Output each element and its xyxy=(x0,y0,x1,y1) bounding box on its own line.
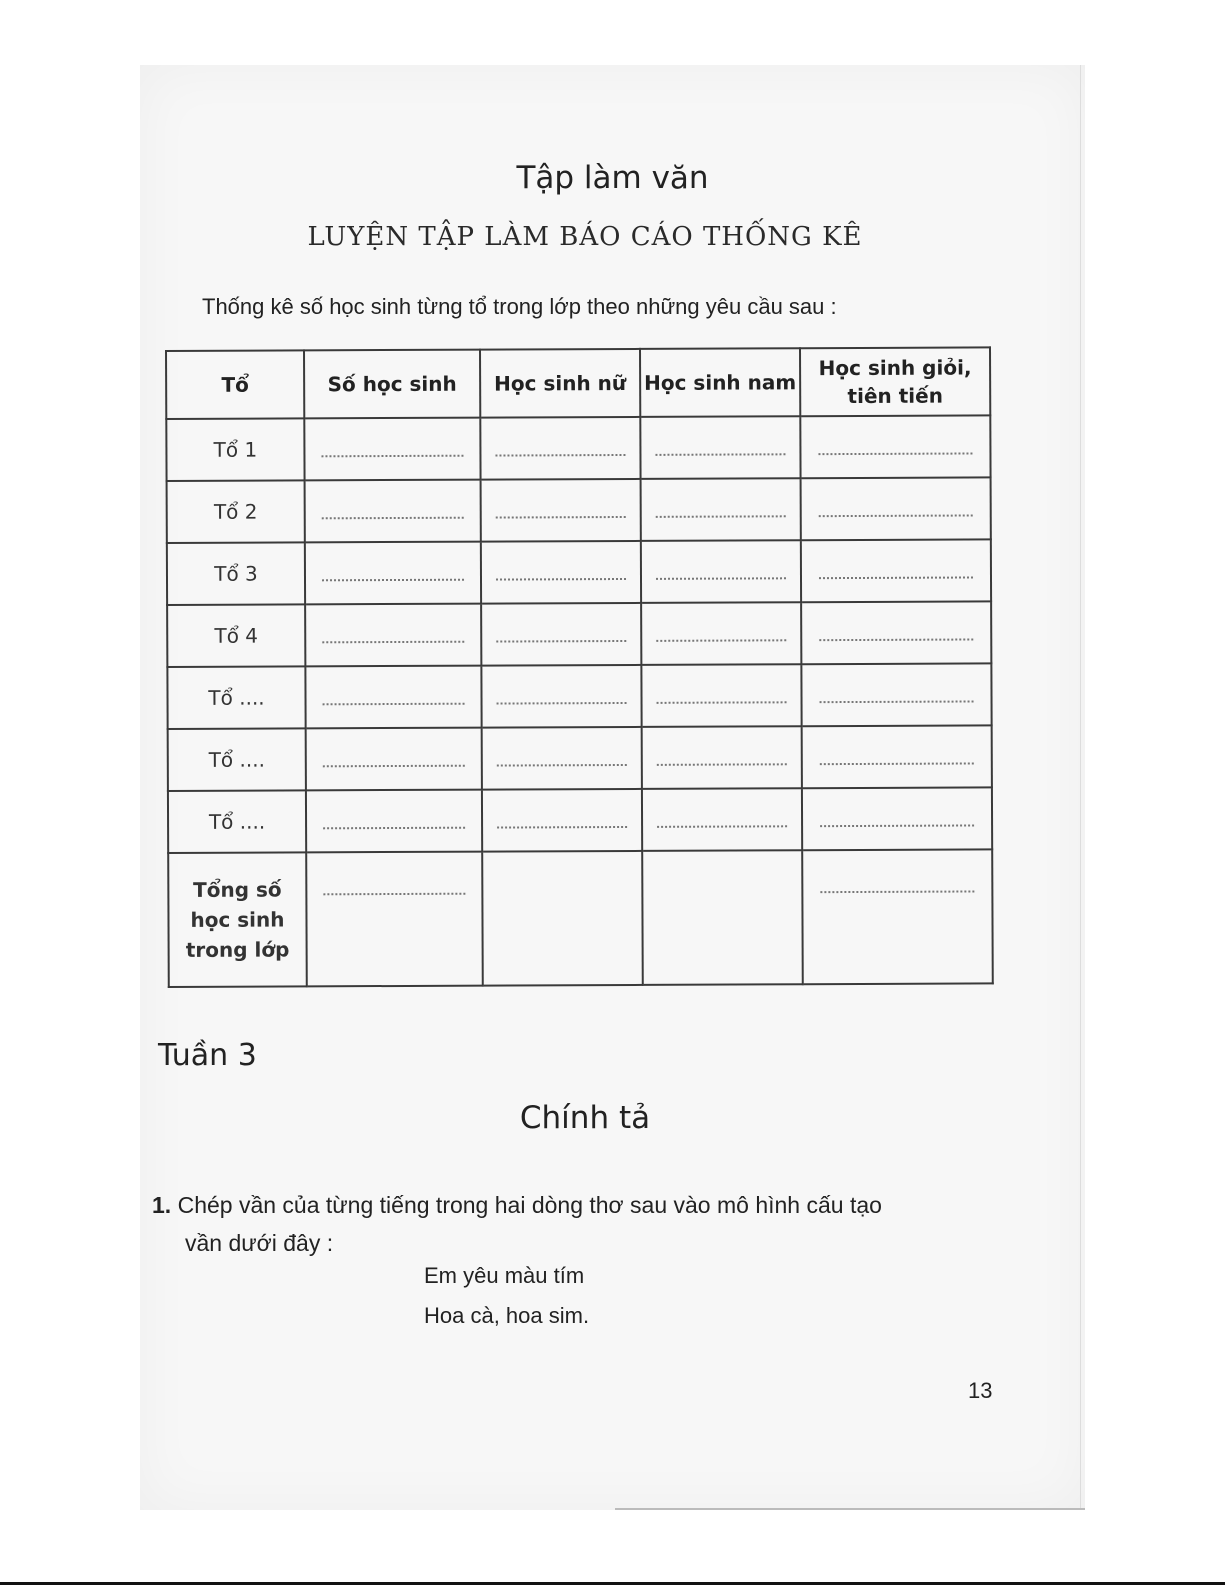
header-excellent-line1: Học sinh giỏi, xyxy=(818,355,972,381)
table-row xyxy=(168,725,992,791)
answer-cell[interactable] xyxy=(801,663,991,726)
answer-cell[interactable] xyxy=(800,415,990,478)
header-student-count: Số học sinh xyxy=(304,350,480,419)
poem-line-2: Hoa cà, hoa sim. xyxy=(424,1303,590,1328)
answer-cell[interactable] xyxy=(641,602,801,665)
section2-title: Chính tả xyxy=(519,1100,651,1136)
answer-cell[interactable] xyxy=(801,477,991,540)
header-male-students: Học sinh nam xyxy=(640,348,800,417)
answer-cell[interactable] xyxy=(802,725,992,788)
section-title: Tập làm văn xyxy=(516,160,709,196)
answer-cell[interactable] xyxy=(801,601,991,664)
answer-cell[interactable] xyxy=(305,604,481,667)
table-row xyxy=(167,477,991,543)
row-label: Tổ .... xyxy=(168,728,306,791)
answer-cell[interactable] xyxy=(642,788,802,851)
row-label: Tổ 4 xyxy=(167,604,305,667)
answer-cell[interactable] xyxy=(306,728,482,791)
answer-cell[interactable] xyxy=(481,479,641,542)
answer-cell[interactable] xyxy=(306,852,483,987)
answer-cell[interactable] xyxy=(305,480,481,543)
page-number: 13 xyxy=(968,1378,993,1403)
exercise-text: Chép vần của từng tiếng trong hai dòng thơ sau vào mô hình cấu tạo xyxy=(177,1192,882,1218)
answer-cell[interactable] xyxy=(480,417,640,480)
header-excellent-line2: tiên tiến xyxy=(847,383,943,409)
table-row xyxy=(166,415,990,481)
header-excellent-students xyxy=(800,347,990,416)
table-header-row xyxy=(166,347,990,419)
row-label: Tổ 2 xyxy=(167,480,305,543)
table-row xyxy=(167,601,991,667)
answer-cell[interactable] xyxy=(306,790,482,853)
header-group: Tổ xyxy=(166,350,304,419)
table-total-row xyxy=(168,849,993,987)
answer-cell[interactable] xyxy=(482,789,642,852)
table-row xyxy=(167,663,991,729)
lesson-heading: LUYỆN TẬP LÀM BÁO CÁO THỐNG KÊ xyxy=(307,222,863,252)
answer-cell[interactable] xyxy=(305,666,481,729)
answer-cell[interactable] xyxy=(802,849,993,984)
row-label: Tổ 1 xyxy=(166,418,304,481)
row-label: Tổ .... xyxy=(167,666,305,729)
answer-cell[interactable] xyxy=(305,542,481,605)
answer-cell[interactable] xyxy=(482,851,643,986)
total-label xyxy=(168,852,307,987)
row-label: Tổ 3 xyxy=(167,542,305,605)
answer-cell[interactable] xyxy=(641,478,801,541)
total-label-line1: Tổng số xyxy=(193,877,282,902)
answer-cell[interactable] xyxy=(641,664,801,727)
answer-cell[interactable] xyxy=(640,416,800,479)
intro-text: Thống kê số học sinh từng tổ trong lớp theo những yêu cầu sau : xyxy=(202,294,837,319)
answer-cell[interactable] xyxy=(481,603,641,666)
header-female-students: Học sinh nữ xyxy=(480,349,640,418)
answer-cell[interactable] xyxy=(802,787,992,850)
week-title: Tuần 3 xyxy=(158,1038,257,1073)
answer-cell[interactable] xyxy=(481,665,641,728)
table-row xyxy=(167,539,991,605)
exercise-line-2: vần dưới đây : xyxy=(185,1230,334,1256)
table-row xyxy=(168,787,992,853)
answer-cell[interactable] xyxy=(482,727,642,790)
paper-edge xyxy=(615,1508,1085,1510)
exercise-number: 1. xyxy=(152,1192,172,1218)
paper-edge xyxy=(1080,65,1081,1510)
answer-cell[interactable] xyxy=(642,726,802,789)
row-label: Tổ .... xyxy=(168,790,306,853)
answer-cell[interactable] xyxy=(642,850,803,985)
exercise-line-1 xyxy=(152,1188,882,1222)
answer-cell[interactable] xyxy=(304,418,480,481)
total-label-line2: học sinh xyxy=(190,907,285,932)
answer-cell[interactable] xyxy=(481,541,641,604)
poem-line-1: Em yêu màu tím xyxy=(424,1263,585,1288)
statistics-table xyxy=(165,346,994,988)
answer-cell[interactable] xyxy=(641,540,801,603)
answer-cell[interactable] xyxy=(801,539,991,602)
total-label-line3: trong lớp xyxy=(185,937,290,962)
